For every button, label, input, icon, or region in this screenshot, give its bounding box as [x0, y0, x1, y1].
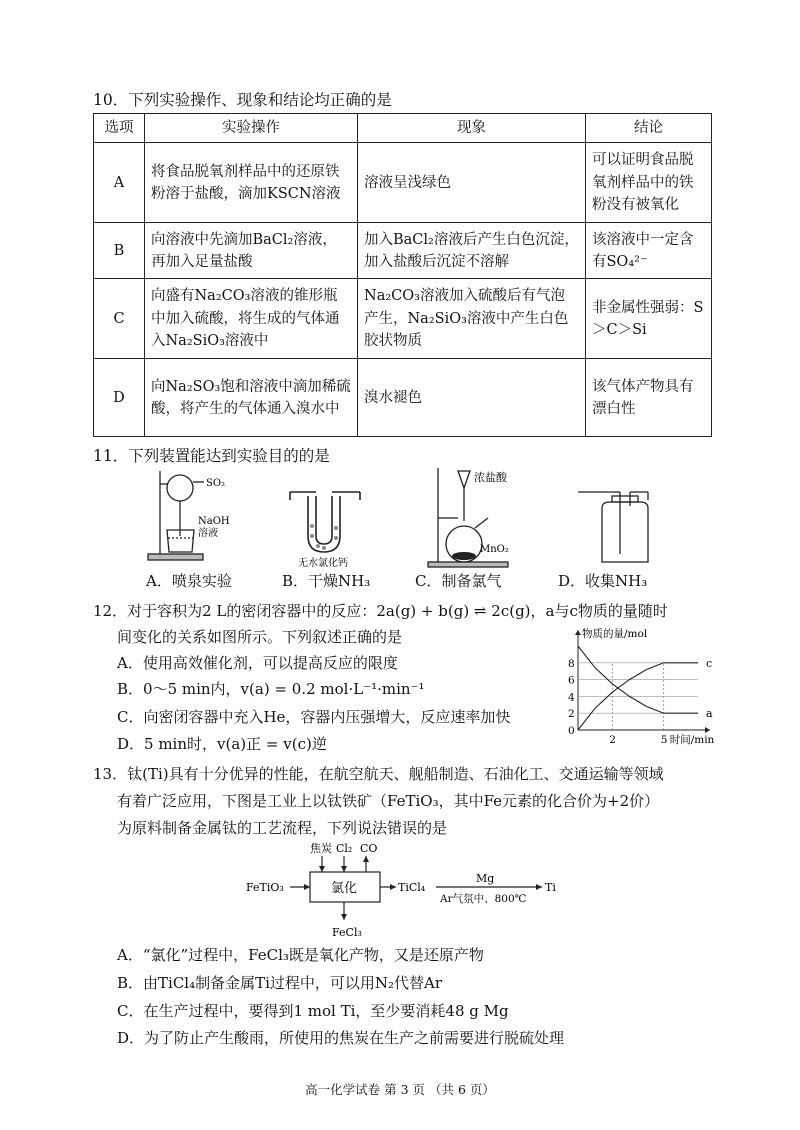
conc-hcl-label: 浓盐酸 — [474, 471, 507, 484]
row-option: B — [94, 223, 145, 279]
row-option: A — [94, 143, 145, 223]
q13-option-b: B．由TiCl₄制备金属Ti过程中，可以用N₂代替Ar — [117, 974, 443, 992]
row-conclusion: 非金属性强弱：S＞C＞Si — [586, 279, 712, 359]
fountain-apparatus-illustration — [148, 471, 204, 560]
q13-option-d: D．为了防止产生酸雨，所使用的焦炭在生产之前需要进行脱硫处理 — [117, 1029, 565, 1047]
q11-option-b: B．干燥NH₃ — [282, 572, 371, 590]
q13-option-a: A．“氯化”过程中，FeCl₃既是氧化产物，又是还原产物 — [117, 946, 484, 964]
q11-option-a: A．喷泉实验 — [146, 572, 232, 590]
row-operation: 将食品脱氧剂样品中的还原铁粉溶于盐酸，滴加KSCN溶液 — [145, 143, 358, 223]
table-row — [94, 359, 712, 437]
flow-fetio3: FeTiO₃ — [246, 881, 284, 894]
y-tick-label: 8 — [568, 657, 575, 670]
row-operation: 向Na₂SO₃饱和溶液中滴加稀硫酸，将产生的气体通入溴水中 — [145, 359, 358, 437]
series-label-c: c — [706, 656, 713, 670]
header-operation: 实验操作 — [145, 114, 358, 143]
flow-ticl4: TiCl₄ — [398, 881, 426, 894]
row-phenomenon: 加入BaCl₂溶液后产生白色沉淀，加入盐酸后沉淀不溶解 — [358, 223, 586, 279]
page-footer: 高一化学试卷 第 3 页 （共 6 页） — [305, 1082, 495, 1097]
row-phenomenon: 溶液呈浅绿色 — [358, 143, 586, 223]
row-phenomenon: 溴水褪色 — [358, 359, 586, 437]
row-option: D — [94, 359, 145, 437]
mno2-fill — [452, 552, 476, 560]
flow-chlorination-box: 氯化 — [331, 881, 358, 896]
cacl2-label: 无水氯化钙 — [298, 558, 348, 569]
q11-option-c: C．制备氯气 — [415, 572, 502, 590]
u-tube-dryer-illustration — [290, 492, 360, 552]
y-tick-label: 4 — [568, 691, 575, 704]
y-tick-label: 2 — [568, 708, 575, 721]
gas-bottle-illustration — [578, 492, 648, 562]
q12-chart — [556, 626, 716, 748]
y-axis-arrow — [575, 630, 581, 635]
header-phenomenon: 现象 — [358, 114, 586, 143]
header-option: 选项 — [94, 114, 145, 143]
chart-x-label: 时间/min — [669, 734, 715, 746]
y-tick-label: 6 — [568, 674, 575, 687]
q10-title: 10．下列实验操作、现象和结论均正确的是 — [93, 91, 392, 109]
q12-option-d: D．5 min时，v(a)正 = v(c)逆 — [117, 735, 327, 753]
flow-condition: Ar气氛中、800℃ — [440, 893, 527, 905]
q12-stem-line2: 间变化的关系如图所示。下列叙述正确的是 — [117, 628, 403, 646]
table-row — [94, 279, 712, 359]
flow-mg: Mg — [476, 872, 495, 885]
q13-flowchart — [240, 838, 570, 942]
flow-ti: Ti — [545, 881, 556, 894]
flow-coke: 焦炭 — [310, 842, 332, 855]
so2-label: SO₂ — [206, 478, 226, 489]
flow-cl2: Cl₂ — [336, 842, 353, 855]
row-conclusion: 该气体产物具有漂白性 — [586, 359, 712, 437]
table-row — [94, 223, 712, 279]
q10-table — [93, 113, 712, 437]
x-tick-label: 5 — [660, 734, 668, 746]
q11-title: 11．下列装置能达到实验目的的是 — [93, 447, 330, 465]
chart-grid — [578, 663, 698, 730]
q12-option-b: B．0～5 min内，v(a) = 0.2 mol·L⁻¹·min⁻¹ — [117, 680, 425, 698]
q12-option-a: A．使用高效催化剂，可以提高反应的限度 — [117, 654, 398, 672]
row-conclusion: 可以证明食品脱氧剂样品中的铁粉没有被氧化 — [586, 143, 712, 223]
row-operation: 向盛有Na₂CO₃溶液的锥形瓶中加入硫酸，将生成的气体通入Na₂SiO₃溶液中 — [145, 279, 358, 359]
row-conclusion: 该溶液中一定含有SO₄²⁻ — [586, 223, 712, 279]
q12-stem-line1: 12．对于容积为2 L的密闭容器中的反应：2a(g) + b(g) ⇌ 2c(g)，a与c物质的量随时 — [93, 602, 668, 620]
chart-y-label: 物质的量/mol — [582, 628, 648, 640]
naoh-label: NaOH — [198, 516, 230, 527]
q13-option-c: C．在生产过程中，要得到1 mol Ti，至少要消耗48 g Mg — [117, 1002, 509, 1020]
chart-ticks — [568, 658, 667, 746]
cacl2-fill — [310, 524, 338, 550]
flow-fecl3: FeCl₃ — [332, 926, 362, 939]
flow-co: CO — [360, 842, 378, 855]
x-tick-label: 2 — [609, 734, 616, 746]
table-header-row — [94, 114, 712, 143]
y-tick-label: 0 — [568, 725, 575, 737]
chart-series — [578, 646, 713, 730]
row-option: C — [94, 279, 145, 359]
q11-option-d: D．收集NH₃ — [558, 572, 648, 590]
chart-axes — [575, 630, 713, 733]
q13-stem-line2: 有着广泛应用，下图是工业上以钛铁矿（FeTiO₃，其中Fe元素的化合价为+2价） — [117, 792, 660, 810]
q11-apparatus-figures — [140, 466, 700, 571]
table-row — [94, 143, 712, 223]
row-operation: 向溶液中先滴加BaCl₂溶液，再加入足量盐酸 — [145, 223, 358, 279]
q13-stem-line1: 13．钛(Ti)具有十分优异的性能，在航空航天、舰船制造、石油化工、交通运输等领域 — [93, 765, 664, 783]
header-conclusion: 结论 — [586, 114, 712, 143]
x-axis-arrow — [705, 727, 710, 733]
q13-stem-line3: 为原料制备金属钛的工艺流程，下列说法错误的是 — [117, 819, 448, 837]
row-phenomenon: Na₂CO₃溶液加入硫酸后有气泡产生，Na₂SiO₃溶液中产生白色胶状物质 — [358, 279, 586, 359]
series-label-a: a — [706, 707, 713, 721]
naoh-solution-label: 溶液 — [198, 528, 218, 539]
q12-option-c: C．向密闭容器中充入He，容器内压强增大，反应速率加快 — [117, 708, 511, 726]
mno2-label: MnO₂ — [480, 544, 509, 555]
